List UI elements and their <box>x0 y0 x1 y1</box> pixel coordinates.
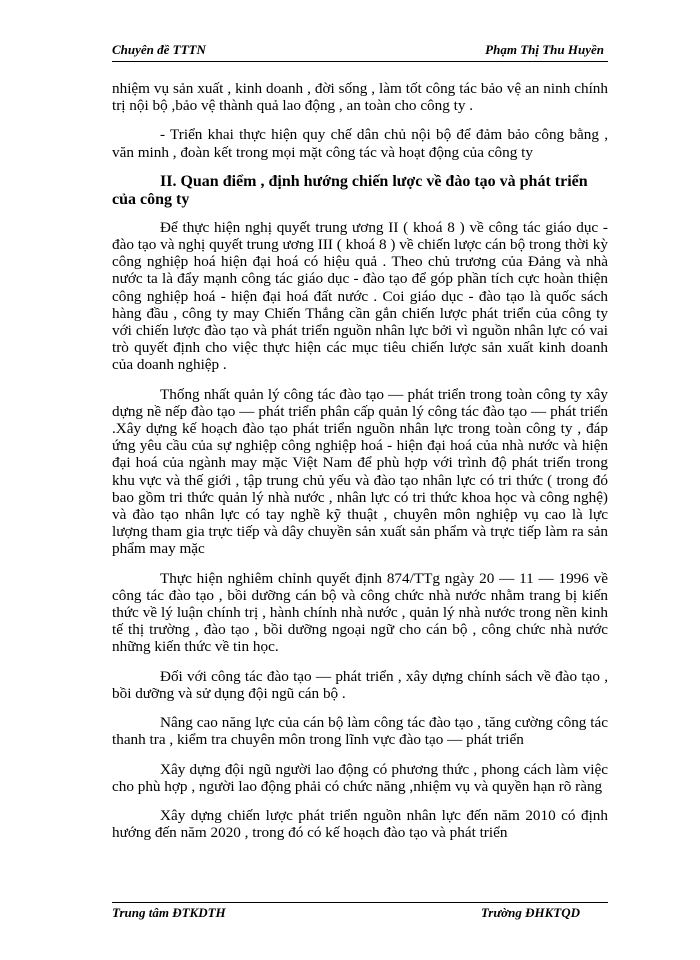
page-footer <box>112 903 608 923</box>
footer-right-text: Trường ĐHKTQD <box>480 905 580 920</box>
paragraph-4: Thống nhất quản lý công tác đào tạo — phát triển trong toàn công ty xây dựng nề nếp đào tạo — phát triển phân cấp quản lý công tác đào tạo — phát triển .Xây dựng kế hoạch đào tạo phát triển nguồn nhân lực trong toàn công ty , đáp ứng yêu cầu của sự nghiệp công nghiệp hoá - hiện đại hoá của nhà nước và hiện đại hoá của ngành may mặc Việt Nam để phù hợp với trình độ phát triển trong khu vực và thế giới , tập trung chủ yếu và đào tạo nhân lực có tri thức ( trong đó bao gồm tri thức quản lý nhà nước , nhân lực có tri thức khoa học và công nghệ) và đào tạo nhân lực có tay nghề kỹ thuật , chuyên môn nghiệp vụ cao là lực lượng tham gia trực tiếp và dây chuyền sản xuất sản phẩm và trực tiếp làm ra sản phẩm may mặc <box>112 385 608 558</box>
paragraph-5: Thực hiện nghiêm chỉnh quyết định 874/TTg ngày 20 — 11 — 1996 về công tác đào tạo , bồi dưỡng cán bộ và công chức nhà nước nhằm trang bị kiến thức về lý luận chính trị , hành chính nhà nước , quản lý nhà nước trong nền kinh tế thị trường , đào tạo , bồi dưỡng ngoại ngữ cho cán bộ , công chức nhà nước những kiến thức về tin học. <box>112 569 608 656</box>
header-rule <box>112 61 608 62</box>
paragraph-1: nhiệm vụ sản xuất , kinh doanh , đời sống , làm tốt công tác bảo vệ an ninh chính trị nội bộ ,bảo vệ thành quả lao động , an toàn cho công ty . <box>112 80 608 115</box>
section-heading: II. Quan điểm , định hướng chiến lược về đào tạo và phát triển của công ty <box>112 172 588 208</box>
paragraph-2: - Triển khai thực hiện quy chế dân chủ nội bộ để đảm bảo công bằng , văn minh , đoàn kết trong mọi mặt công tác và hoạt động của công ty <box>112 126 608 161</box>
header-right-text: Phạm Thị Thu Huyền <box>485 42 604 57</box>
header-left-text: Chuyên đề TTTN <box>112 42 206 57</box>
paragraph-6: Đối với công tác đào tạo — phát triển , xây dựng chính sách về đào tạo , bồi dưỡng và sử dụng đội ngũ cán bộ . <box>112 667 608 702</box>
document-body <box>112 80 608 853</box>
paragraph-9: Xây dựng chiến lược phát triển nguồn nhân lực đến năm 2010 có định hướng đến năm 2020 , trong đó có kế hoạch đào tạo và phát triển <box>112 806 608 842</box>
footer-left-text: Trung tâm ĐTKDTH <box>112 905 226 920</box>
page-header <box>112 40 608 62</box>
paragraph-3: Để thực hiện nghị quyết trung ương II ( khoá 8 ) về công tác giáo dục - đào tạo và nghị quyết trung ương III ( khoá 8 ) về chiến lược cán bộ trong thời kỳ công nghiệp hoá hiện đại hoá có hiệu quả . Theo chủ trương của Đảng và nhà nước ta là đẩy mạnh công tác giáo dục - đào tạo để góp phần tích cực hoàn thiện công nghiệp hoá - hiện đại hoá đất nước . Coi giáo dục - đào tạo là quốc sách hàng đầu , công ty may Chiến Thắng cần gắn chiến lược phát triển của công ty với chiến lược đào tạo và phát triển nguồn nhân lực bởi vì nguồn nhân lực có vai trò quyết định cho việc thực hiện các mục tiêu chiến lược sản xuất kinh doanh của doanh nghiệp . <box>112 218 608 374</box>
paragraph-7: Nâng cao năng lực của cán bộ làm công tác đào tạo , tăng cường công tác thanh tra , kiểm tra chuyên môn trong lĩnh vực đào tạo — phát triển <box>112 714 608 749</box>
paragraph-8: Xây dựng đội ngũ người lao động có phương thức , phong cách làm việc cho phù hợp , người lao động phải có chức năng ,nhiệm vụ và quyền hạn rõ ràng <box>112 760 608 795</box>
